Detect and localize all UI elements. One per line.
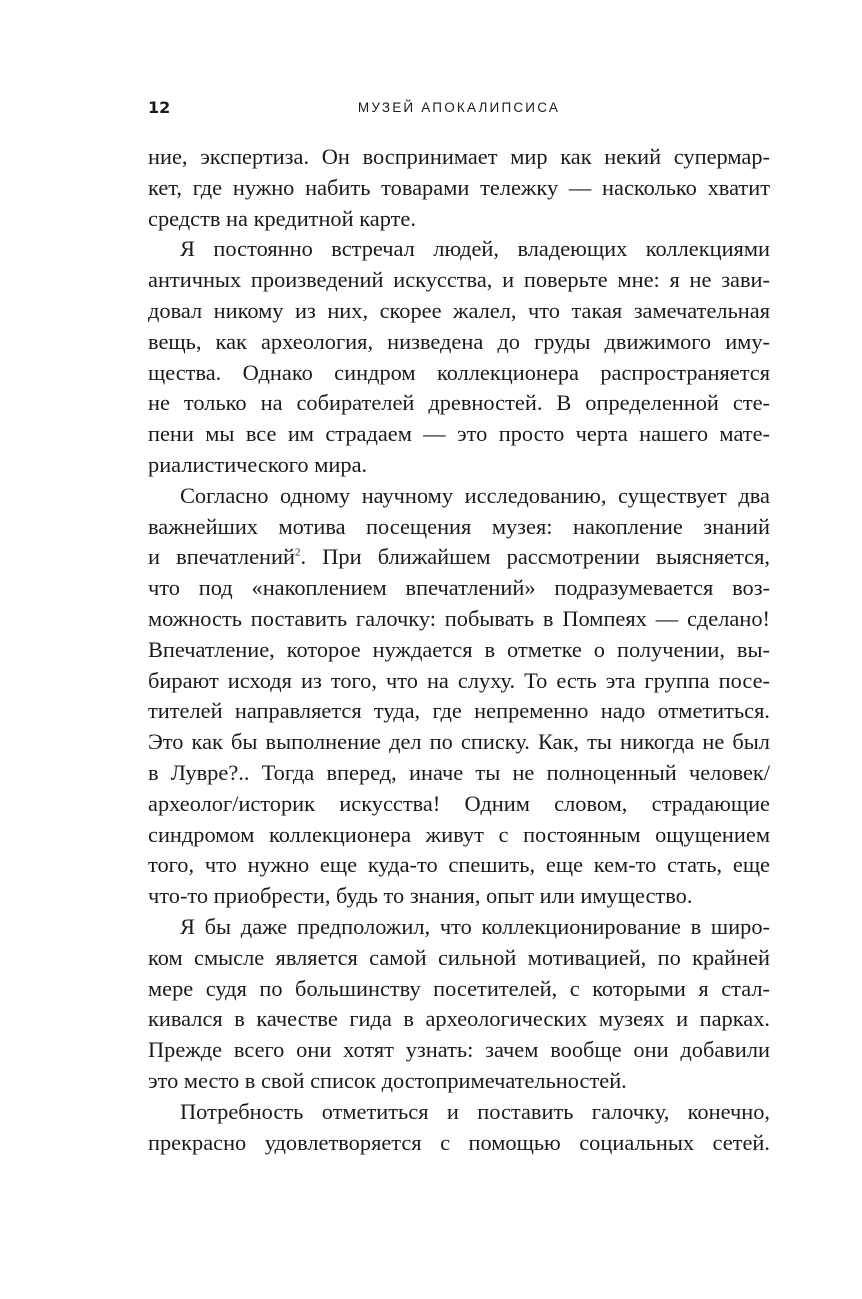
paragraph-5 [148,1097,770,1159]
text-line: Я бы даже предположил, что коллекционирование в широ- [180,913,770,939]
text-line: что-то приобрести, будь то знания, опыт или имущество. [148,883,693,909]
text-line: тителей направляется туда, где непременно надо отметиться. [148,698,770,724]
text-line: Прежде всего они хотят узнать: зачем вообще они добавили [148,1037,770,1063]
text-line: важнейших мотива посещения музея: накопление знаний [148,513,770,539]
text-line: Потребность отметиться и поставить галочку, конечно, [180,1098,770,1124]
paragraph-1 [148,142,770,234]
text-line: ком смысле является самой сильной мотивацией, по крайней [148,944,770,970]
page-number: 12 [148,98,171,117]
text-line: средств на кредитной карте. [148,205,416,231]
text-line: довал никому из них, скорее жалел, что такая замечательная [148,297,770,323]
text-segment: и впечатлений [148,544,295,570]
text-line: мере судя по большинству посетителей, с которыми я стал- [148,975,770,1001]
text-line: кивался в качестве гида в археологических музеях и парках. [148,1006,770,1032]
text-line: что под «накоплением впечатлений» подразумевается воз- [148,575,770,601]
page-header [148,96,770,120]
text-line: Я постоянно встречал людей, владеющих коллекциями [180,236,770,262]
text-line: бирают исходя из того, что на слуху. То есть эта группа посе- [148,667,770,693]
text-line: кет, где нужно набить товарами тележку — насколько хватит [148,174,770,200]
text-line: в Лувре?.. Тогда вперед, иначе ты не полноценный человек/ [148,759,770,785]
text-line-with-footnote [148,542,770,573]
text-line: античных произведений искусства, и поверьте мне: я не зави- [148,267,770,293]
text-line: не только на собирателей древностей. В определенной сте- [148,390,770,416]
text-line: вещь, как археология, низведена до груды движимого иму- [148,328,770,354]
body-text [148,142,770,1158]
text-line: того, что нужно еще куда-то спешить, еще кем-то стать, еще [148,852,770,878]
text-segment: . При ближайшем рассмотрении выясняется, [300,544,771,570]
text-line: пени мы все им страдаем — это просто черта нашего мате- [148,421,770,447]
paragraph-2 [148,234,770,480]
text-line: ние, экспертиза. Он воспринимает мир как некий супермар- [148,144,770,169]
running-title: МУЗЕЙ АПОКАЛИПСИСА [357,100,561,115]
paragraph-4 [148,912,770,1097]
text-line: прекрасно удовлетворяется с помощью социальных сетей. [148,1129,770,1155]
text-line: это место в свой список достопримечательностей. [148,1067,627,1093]
text-line: синдромом коллекционера живут с постоянным ощущением [148,821,770,847]
text-line: Это как бы выполнение дел по списку. Как, ты никогда не был [148,729,770,755]
text-line: можность поставить галочку: побывать в Помпеях — сделано! [148,605,770,631]
text-line: риалистического мира. [148,451,368,477]
paragraph-3 [148,481,770,912]
text-line: археолог/историк искусства! Одним словом, страдающие [148,790,770,816]
text-line: щества. Однако синдром коллекционера распространяется [148,359,770,385]
text-line: Согласно одному научному исследованию, существует два [180,482,770,508]
footnote-mark[interactable]: 2 [295,546,301,559]
text-line: Впечатление, которое нуждается в отметке о получении, вы- [148,636,770,662]
